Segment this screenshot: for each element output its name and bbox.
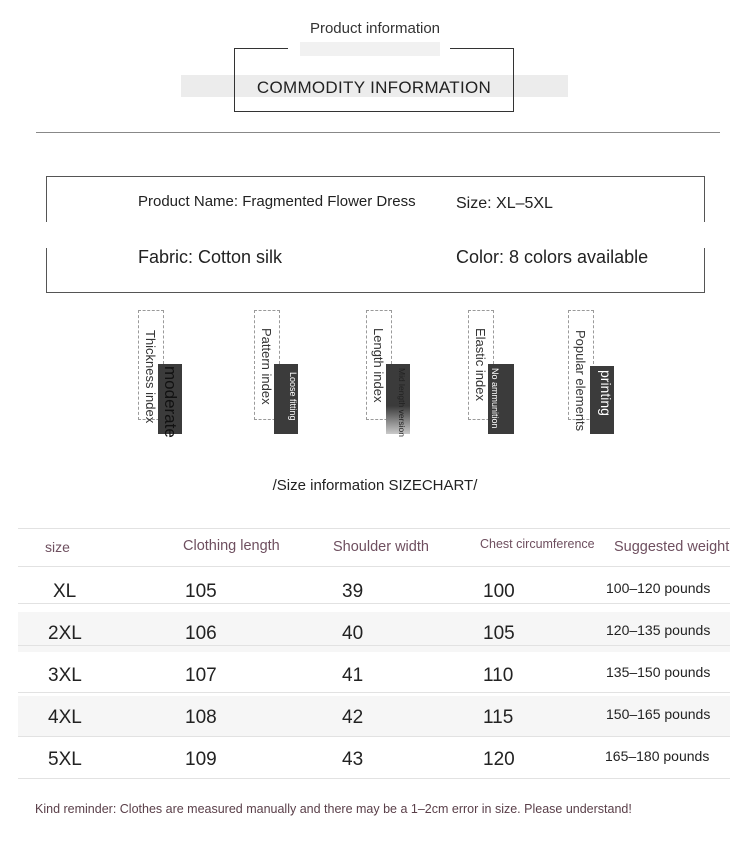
table-line [18,645,730,646]
index-value-popular: printing [590,366,614,434]
cell-weight: 165–180 pounds [605,748,710,764]
cell-chest: 100 [483,581,515,602]
cell-length: 107 [185,665,217,686]
cell-shoulder: 42 [342,707,364,728]
cell-chest: 105 [483,623,515,644]
info-box-border-left [46,248,47,293]
title-frame-top-right [450,48,514,49]
product-size: Size: XL–5XL [456,195,553,212]
size-chart-title: /Size information SIZECHART/ [272,477,478,494]
index-value-elastic: No ammunition [490,368,500,429]
table-line [18,603,730,604]
cell-size: 3XL [48,665,82,686]
cell-size: XL [53,581,77,602]
col-header-shoulder: Shoulder width [333,539,429,555]
index-value-pattern: Loose fitting [274,364,298,434]
col-header-length: Clothing length [183,538,280,554]
info-box-border-right [704,248,705,293]
table-line [18,566,730,567]
product-color: Color: 8 colors available [456,247,649,267]
table-line [18,736,730,737]
section-title: COMMODITY INFORMATION [256,78,492,97]
cell-length: 106 [185,623,217,644]
cell-length: 109 [185,749,217,770]
cell-length: 108 [185,707,217,728]
col-header-weight: Suggested weight [614,539,730,555]
cell-weight: 120–135 pounds [606,622,711,638]
info-box-border-top [46,176,705,177]
index-label-thickness: Thickness index [143,330,158,424]
divider [36,132,720,133]
cell-size: 2XL [48,623,82,644]
index-label-elastic: Elastic index [473,328,488,401]
cell-weight: 150–165 pounds [606,706,711,722]
reminder-note: Kind reminder: Clothes are measured manually and there may be a 1–2cm error in size. Please understand! [35,802,632,816]
cell-size: 4XL [48,707,82,728]
index-value-thickness: moderate [161,366,180,438]
info-box-border-bottom [46,292,705,293]
section-subtitle: Product information [309,20,441,37]
cell-shoulder: 39 [342,581,364,602]
info-box-border-left [46,176,47,222]
info-box-border-right [704,176,705,222]
index-label-length: Length index [371,328,386,403]
cell-length: 105 [185,581,217,602]
cell-chest: 115 [483,707,514,728]
cell-chest: 110 [483,665,514,686]
index-label-pattern: Pattern index [259,328,274,405]
table-line [18,778,730,779]
table-line [18,528,730,529]
product-name: Product Name: Fragmented Flower Dress [138,193,416,210]
cell-shoulder: 43 [342,749,364,770]
table-line [18,692,730,693]
col-header-chest: Chest circumference [480,537,595,551]
index-tag-bg [488,364,514,434]
title-frame-top-left [234,48,288,49]
index-value-length: Mid length version [397,368,407,437]
cell-chest: 120 [483,749,515,770]
cell-size: 5XL [48,749,82,770]
cell-shoulder: 40 [342,623,364,644]
cell-weight: 100–120 pounds [606,580,711,596]
cell-weight: 135–150 pounds [606,664,711,680]
cell-shoulder: 41 [342,665,364,686]
index-label-popular: Popular elements [573,330,588,432]
col-header-size: size [45,539,70,555]
product-fabric: Fabric: Cotton silk [138,247,283,267]
